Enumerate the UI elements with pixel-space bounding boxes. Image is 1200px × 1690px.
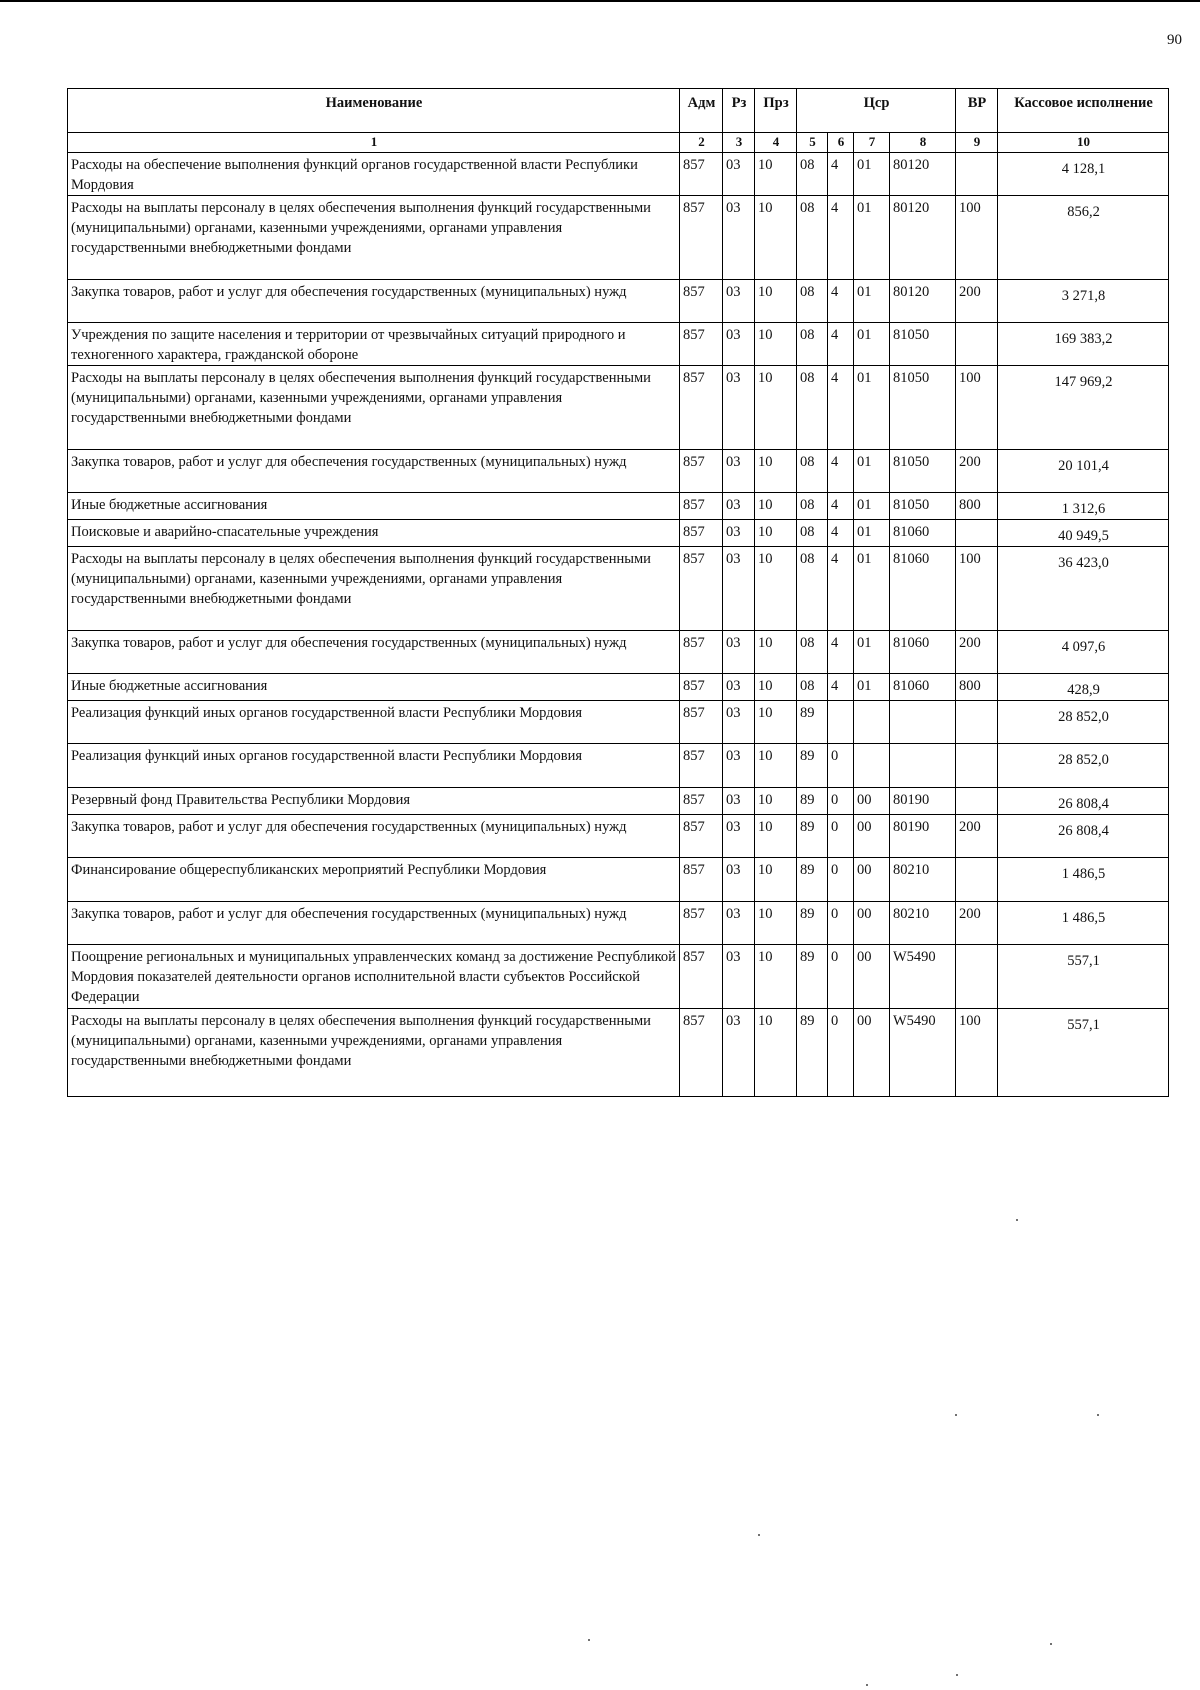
row-name: Расходы на выплаты персоналу в целях обеспечения выполнения функций государственными (муниципальными) органами, казенными учреждениями, органами управления государственными внебюджетными фондами	[68, 366, 680, 450]
row-vr	[956, 744, 998, 788]
scan-speck	[1050, 1643, 1052, 1645]
row-rz: 03	[723, 520, 755, 547]
row-csr-event: 01	[854, 547, 890, 631]
table-row	[68, 1009, 1169, 1097]
row-adm: 857	[680, 701, 723, 744]
row-adm: 857	[680, 631, 723, 674]
row-vr	[956, 858, 998, 902]
row-vr: 200	[956, 815, 998, 858]
row-csr-event	[854, 744, 890, 788]
row-csr-program: 08	[797, 547, 828, 631]
column-number: 6	[828, 133, 854, 153]
row-adm: 857	[680, 323, 723, 366]
row-sum: 28 852,0	[998, 701, 1169, 744]
row-name: Реализация функций иных органов государственной власти Республики Мордовия	[68, 701, 680, 744]
row-name: Расходы на выплаты персоналу в целях обеспечения выполнения функций государственными (муниципальными) органами, казенными учреждениями, органами управления государственными внебюджетными фондами	[68, 1009, 680, 1097]
row-csr-direction: 80210	[890, 902, 956, 945]
row-sum: 40 949,5	[998, 520, 1169, 547]
header-name: Наименование	[68, 89, 680, 133]
scan-speck	[758, 1534, 760, 1536]
row-csr-program: 08	[797, 493, 828, 520]
row-sum: 169 383,2	[998, 323, 1169, 366]
row-adm: 857	[680, 744, 723, 788]
row-csr-event: 01	[854, 674, 890, 701]
column-number: 3	[723, 133, 755, 153]
row-csr-program: 08	[797, 153, 828, 196]
row-rz: 03	[723, 815, 755, 858]
row-csr-program: 08	[797, 323, 828, 366]
row-name: Финансирование общереспубликанских мероприятий Республики Мордовия	[68, 858, 680, 902]
header-rz: Рз	[723, 89, 755, 133]
table-row	[68, 196, 1169, 280]
table-body	[68, 153, 1169, 1097]
row-prz: 10	[755, 701, 797, 744]
table-row	[68, 902, 1169, 945]
row-sum: 26 808,4	[998, 788, 1169, 815]
row-rz: 03	[723, 701, 755, 744]
row-prz: 10	[755, 450, 797, 493]
row-csr-subprogram: 4	[828, 493, 854, 520]
table-row	[68, 858, 1169, 902]
row-name: Закупка товаров, работ и услуг для обеспечения государственных (муниципальных) нужд	[68, 280, 680, 323]
column-number: 9	[956, 133, 998, 153]
column-number: 8	[890, 133, 956, 153]
row-csr-program: 08	[797, 520, 828, 547]
row-rz: 03	[723, 280, 755, 323]
row-csr-subprogram	[828, 701, 854, 744]
row-prz: 10	[755, 1009, 797, 1097]
row-rz: 03	[723, 196, 755, 280]
column-number: 7	[854, 133, 890, 153]
row-vr	[956, 945, 998, 1009]
row-prz: 10	[755, 520, 797, 547]
row-rz: 03	[723, 945, 755, 1009]
row-rz: 03	[723, 153, 755, 196]
row-adm: 857	[680, 788, 723, 815]
row-vr	[956, 153, 998, 196]
table-row	[68, 547, 1169, 631]
row-csr-subprogram: 0	[828, 1009, 854, 1097]
row-csr-direction: 80120	[890, 153, 956, 196]
row-csr-direction: 80190	[890, 815, 956, 858]
row-vr	[956, 788, 998, 815]
row-vr: 800	[956, 493, 998, 520]
header-csr: Цср	[797, 89, 956, 133]
row-adm: 857	[680, 902, 723, 945]
row-csr-event: 01	[854, 520, 890, 547]
row-vr: 200	[956, 902, 998, 945]
header-vr: ВР	[956, 89, 998, 133]
row-csr-event	[854, 701, 890, 744]
row-csr-event: 01	[854, 366, 890, 450]
row-csr-event: 00	[854, 945, 890, 1009]
row-csr-program: 89	[797, 1009, 828, 1097]
row-sum: 3 271,8	[998, 280, 1169, 323]
column-number: 1	[68, 133, 680, 153]
row-csr-program: 89	[797, 744, 828, 788]
row-adm: 857	[680, 493, 723, 520]
row-rz: 03	[723, 547, 755, 631]
scan-speck	[866, 1684, 868, 1686]
row-vr: 200	[956, 631, 998, 674]
row-rz: 03	[723, 323, 755, 366]
row-adm: 857	[680, 858, 723, 902]
row-sum: 1 486,5	[998, 858, 1169, 902]
scan-speck	[588, 1639, 590, 1641]
row-rz: 03	[723, 858, 755, 902]
row-adm: 857	[680, 815, 723, 858]
row-csr-event: 01	[854, 280, 890, 323]
row-name: Расходы на обеспечение выполнения функций органов государственной власти Республики Мордовия	[68, 153, 680, 196]
table-row	[68, 788, 1169, 815]
row-sum: 36 423,0	[998, 547, 1169, 631]
column-number: 2	[680, 133, 723, 153]
row-csr-direction: 81060	[890, 674, 956, 701]
table-row	[68, 945, 1169, 1009]
row-sum: 26 808,4	[998, 815, 1169, 858]
row-adm: 857	[680, 945, 723, 1009]
scan-speck	[1097, 1414, 1099, 1416]
row-name: Закупка товаров, работ и услуг для обеспечения государственных (муниципальных) нужд	[68, 902, 680, 945]
row-rz: 03	[723, 744, 755, 788]
row-adm: 857	[680, 366, 723, 450]
row-rz: 03	[723, 674, 755, 701]
row-csr-subprogram: 4	[828, 674, 854, 701]
row-vr: 100	[956, 1009, 998, 1097]
row-csr-program: 08	[797, 450, 828, 493]
row-csr-program: 08	[797, 631, 828, 674]
row-vr: 800	[956, 674, 998, 701]
row-csr-event: 01	[854, 196, 890, 280]
row-rz: 03	[723, 902, 755, 945]
row-vr	[956, 323, 998, 366]
row-vr: 100	[956, 366, 998, 450]
row-vr	[956, 520, 998, 547]
row-csr-program: 08	[797, 280, 828, 323]
row-csr-event: 00	[854, 788, 890, 815]
row-prz: 10	[755, 631, 797, 674]
table-row	[68, 153, 1169, 196]
row-csr-subprogram: 4	[828, 631, 854, 674]
scan-speck	[1016, 1219, 1018, 1221]
row-rz: 03	[723, 493, 755, 520]
row-csr-subprogram: 4	[828, 547, 854, 631]
row-csr-program: 08	[797, 674, 828, 701]
row-prz: 10	[755, 280, 797, 323]
row-prz: 10	[755, 153, 797, 196]
row-prz: 10	[755, 744, 797, 788]
row-csr-subprogram: 4	[828, 450, 854, 493]
table-row	[68, 815, 1169, 858]
row-name: Поисковые и аварийно-спасательные учреждения	[68, 520, 680, 547]
row-csr-subprogram: 4	[828, 196, 854, 280]
row-adm: 857	[680, 520, 723, 547]
table-row	[68, 366, 1169, 450]
row-sum: 1 486,5	[998, 902, 1169, 945]
row-csr-subprogram: 0	[828, 788, 854, 815]
row-csr-direction: 80120	[890, 196, 956, 280]
row-prz: 10	[755, 674, 797, 701]
row-adm: 857	[680, 153, 723, 196]
row-vr: 200	[956, 280, 998, 323]
scan-top-border	[0, 0, 1200, 2]
row-name: Реализация функций иных органов государственной власти Республики Мордовия	[68, 744, 680, 788]
row-rz: 03	[723, 788, 755, 815]
row-sum: 147 969,2	[998, 366, 1169, 450]
row-vr: 100	[956, 547, 998, 631]
row-csr-program: 89	[797, 858, 828, 902]
row-csr-direction: 80210	[890, 858, 956, 902]
row-csr-program: 89	[797, 902, 828, 945]
row-adm: 857	[680, 1009, 723, 1097]
row-prz: 10	[755, 323, 797, 366]
row-prz: 10	[755, 902, 797, 945]
row-adm: 857	[680, 674, 723, 701]
row-rz: 03	[723, 366, 755, 450]
row-name: Иные бюджетные ассигнования	[68, 493, 680, 520]
row-vr: 100	[956, 196, 998, 280]
row-vr: 200	[956, 450, 998, 493]
row-csr-direction: 80190	[890, 788, 956, 815]
row-csr-event: 00	[854, 815, 890, 858]
row-name: Расходы на выплаты персоналу в целях обеспечения выполнения функций государственными (муниципальными) органами, казенными учреждениями, органами управления государственными внебюджетными фондами	[68, 196, 680, 280]
row-vr	[956, 701, 998, 744]
column-number: 10	[998, 133, 1169, 153]
row-csr-program: 89	[797, 788, 828, 815]
row-adm: 857	[680, 547, 723, 631]
row-csr-event: 00	[854, 902, 890, 945]
row-csr-event: 01	[854, 153, 890, 196]
row-csr-direction: 81050	[890, 366, 956, 450]
row-prz: 10	[755, 945, 797, 1009]
row-csr-subprogram: 4	[828, 366, 854, 450]
row-adm: 857	[680, 280, 723, 323]
row-csr-direction	[890, 701, 956, 744]
row-rz: 03	[723, 450, 755, 493]
row-name: Закупка товаров, работ и услуг для обеспечения государственных (муниципальных) нужд	[68, 815, 680, 858]
row-csr-event: 01	[854, 323, 890, 366]
row-name: Закупка товаров, работ и услуг для обеспечения государственных (муниципальных) нужд	[68, 631, 680, 674]
row-name: Расходы на выплаты персоналу в целях обеспечения выполнения функций государственными (муниципальными) органами, казенными учреждениями, органами управления государственными внебюджетными фондами	[68, 547, 680, 631]
header-sum: Кассовое исполнение	[998, 89, 1169, 133]
row-prz: 10	[755, 196, 797, 280]
row-csr-program: 08	[797, 196, 828, 280]
row-sum: 428,9	[998, 674, 1169, 701]
row-csr-event: 00	[854, 858, 890, 902]
row-csr-subprogram: 0	[828, 744, 854, 788]
row-csr-subprogram: 0	[828, 902, 854, 945]
scan-speck	[956, 1674, 958, 1676]
row-sum: 4 128,1	[998, 153, 1169, 196]
row-csr-event: 01	[854, 450, 890, 493]
row-csr-direction: 81050	[890, 493, 956, 520]
row-csr-subprogram: 4	[828, 520, 854, 547]
column-number-row	[68, 133, 1169, 153]
table-row	[68, 701, 1169, 744]
scan-speck	[955, 1414, 957, 1416]
table-row	[68, 744, 1169, 788]
row-prz: 10	[755, 547, 797, 631]
row-sum: 28 852,0	[998, 744, 1169, 788]
row-csr-direction: 81050	[890, 450, 956, 493]
row-csr-direction: W5490	[890, 945, 956, 1009]
row-adm: 857	[680, 450, 723, 493]
row-rz: 03	[723, 1009, 755, 1097]
row-csr-direction: W5490	[890, 1009, 956, 1097]
row-adm: 857	[680, 196, 723, 280]
row-name: Иные бюджетные ассигнования	[68, 674, 680, 701]
row-rz: 03	[723, 631, 755, 674]
row-sum: 4 097,6	[998, 631, 1169, 674]
row-prz: 10	[755, 858, 797, 902]
table-row	[68, 674, 1169, 701]
row-sum: 1 312,6	[998, 493, 1169, 520]
budget-execution-table	[67, 88, 1169, 1097]
row-sum: 557,1	[998, 945, 1169, 1009]
row-csr-direction	[890, 744, 956, 788]
row-csr-program: 89	[797, 701, 828, 744]
row-csr-event: 00	[854, 1009, 890, 1097]
table-row	[68, 450, 1169, 493]
row-prz: 10	[755, 788, 797, 815]
header-adm: Адм	[680, 89, 723, 133]
row-sum: 20 101,4	[998, 450, 1169, 493]
row-csr-subprogram: 4	[828, 323, 854, 366]
table-row	[68, 280, 1169, 323]
row-csr-program: 08	[797, 366, 828, 450]
row-csr-program: 89	[797, 945, 828, 1009]
row-csr-subprogram: 0	[828, 945, 854, 1009]
row-csr-direction: 81050	[890, 323, 956, 366]
row-name: Резервный фонд Правительства Республики Мордовия	[68, 788, 680, 815]
row-name: Поощрение региональных и муниципальных управленческих команд за достижение Республикой Мордовия показателей деятельности органов исполнительной власти субъектов Российской Федерации	[68, 945, 680, 1009]
header-prz: Прз	[755, 89, 797, 133]
table-row	[68, 520, 1169, 547]
table-row	[68, 631, 1169, 674]
row-csr-direction: 80120	[890, 280, 956, 323]
column-number: 4	[755, 133, 797, 153]
row-name: Учреждения по защите населения и территории от чрезвычайных ситуаций природного и техногенного характера, гражданской обороне	[68, 323, 680, 366]
row-csr-direction: 81060	[890, 547, 956, 631]
row-csr-direction: 81060	[890, 520, 956, 547]
row-csr-subprogram: 4	[828, 280, 854, 323]
row-sum: 557,1	[998, 1009, 1169, 1097]
table-row	[68, 493, 1169, 520]
row-csr-direction: 81060	[890, 631, 956, 674]
row-csr-subprogram: 0	[828, 858, 854, 902]
header-row	[68, 89, 1169, 133]
row-name: Закупка товаров, работ и услуг для обеспечения государственных (муниципальных) нужд	[68, 450, 680, 493]
row-csr-event: 01	[854, 631, 890, 674]
column-number: 5	[797, 133, 828, 153]
row-prz: 10	[755, 815, 797, 858]
row-csr-program: 89	[797, 815, 828, 858]
row-prz: 10	[755, 366, 797, 450]
table-row	[68, 323, 1169, 366]
page-number: 90	[1167, 32, 1182, 48]
row-csr-subprogram: 0	[828, 815, 854, 858]
row-prz: 10	[755, 493, 797, 520]
row-csr-event: 01	[854, 493, 890, 520]
row-sum: 856,2	[998, 196, 1169, 280]
row-csr-subprogram: 4	[828, 153, 854, 196]
